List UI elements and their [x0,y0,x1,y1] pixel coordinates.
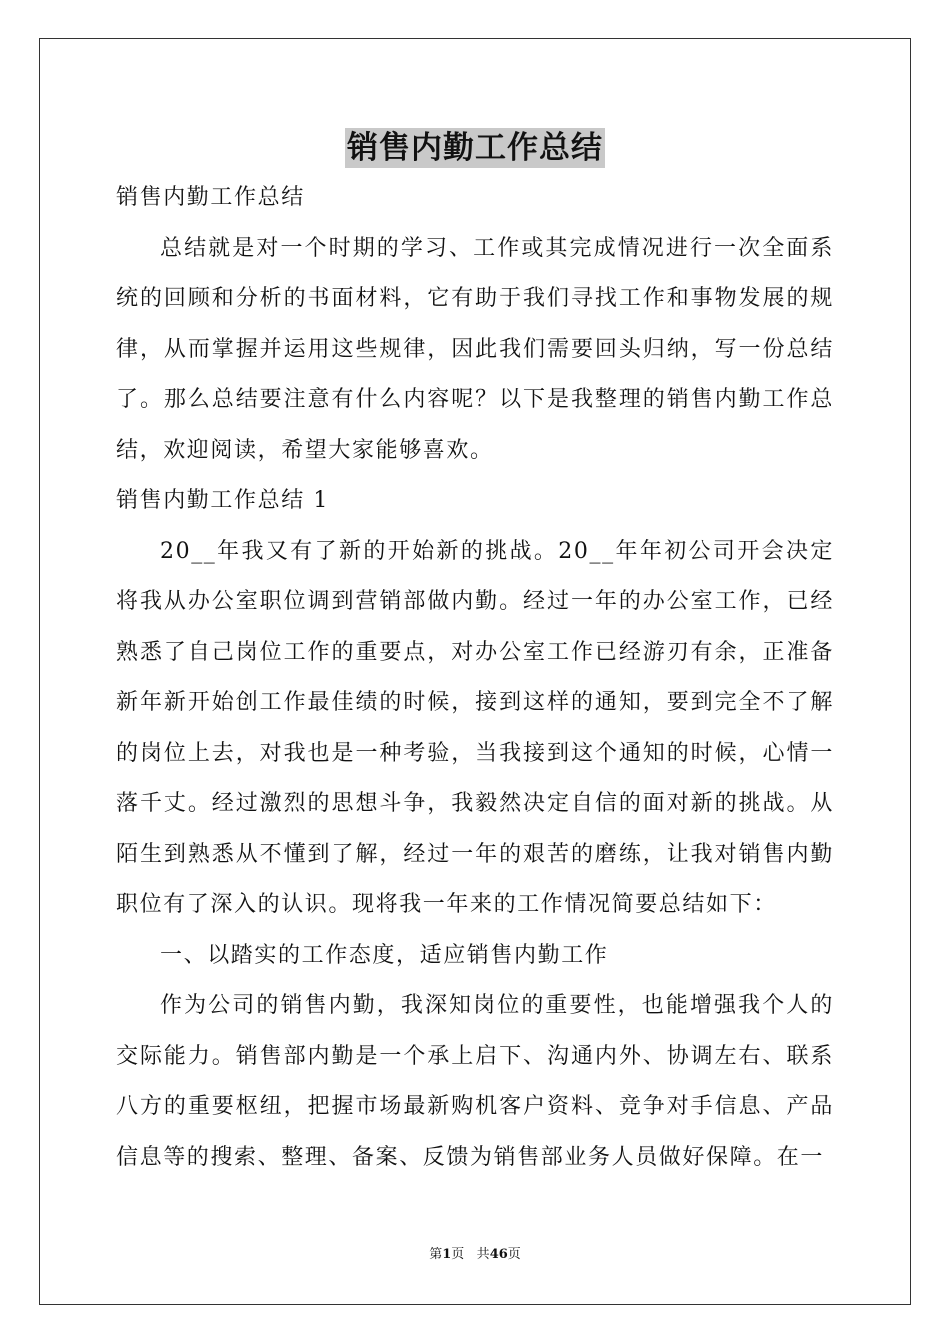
page-suffix: 页 [451,1247,465,1262]
page-footer [0,1245,950,1265]
title-container [0,128,950,168]
subheading-1: 一、以踏实的工作态度，适应销售内勤工作 [160,942,609,968]
document-body [116,173,834,1183]
section-heading-1: 销售内勤工作总结 1 [116,488,329,513]
page-title: 销售内勤工作总结 [347,130,603,166]
body-paragraph-2: 作为公司的销售内勤，我深知岗位的重要性，也能增强我个人的交际能力。销售部内勤是一个承上启下、沟通内外、协调左右、联系八方的重要枢纽，把握市场最新购机客户资料、竞争对手信息、产品信息等的搜索、整理、备案、反馈为销售部业务人员做好保障。在一 [116,993,834,1170]
page-prefix: 第 [429,1247,443,1262]
total-pages: 46 [489,1247,508,1262]
body-paragraph-1: 20__年我又有了新的开始新的挑战。20__年年初公司开会决定将我从办公室职位调到营销部做内勤。经过一年的办公室工作，已经熟悉了自己岗位工作的重要点，对办公室工作已经游刃有余，正准备新年新开始创工作最佳绩的时候，接到这样的通知，要到完全不了解的岗位上去，对我也是一种考验，当我接到这个通知的时候，心情一落千丈。经过激烈的思想斗争，我毅然决定自信的面对新的挑战。从陌生到熟悉从不懂到了解，经过一年的艰苦的磨练，让我对销售内勤职位有了深入的认识。现将我一年来的工作情况简要总结如下： [116,538,834,917]
total-suffix: 页 [507,1247,521,1262]
page-number: 1 [442,1247,452,1262]
intro-paragraph: 总结就是对一个时期的学习、工作或其完成情况进行一次全面系统的回顾和分析的书面材料，它有助于我们寻找工作和事物发展的规律，从而掌握并运用这些规律，因此我们需要回头归纳，写一份总结了。那么总结要注意有什么内容呢？以下是我整理的销售内勤工作总结，欢迎阅读，希望大家能够喜欢。 [116,235,834,463]
section-heading: 销售内勤工作总结 [116,185,305,210]
total-prefix: 共 [476,1247,490,1262]
